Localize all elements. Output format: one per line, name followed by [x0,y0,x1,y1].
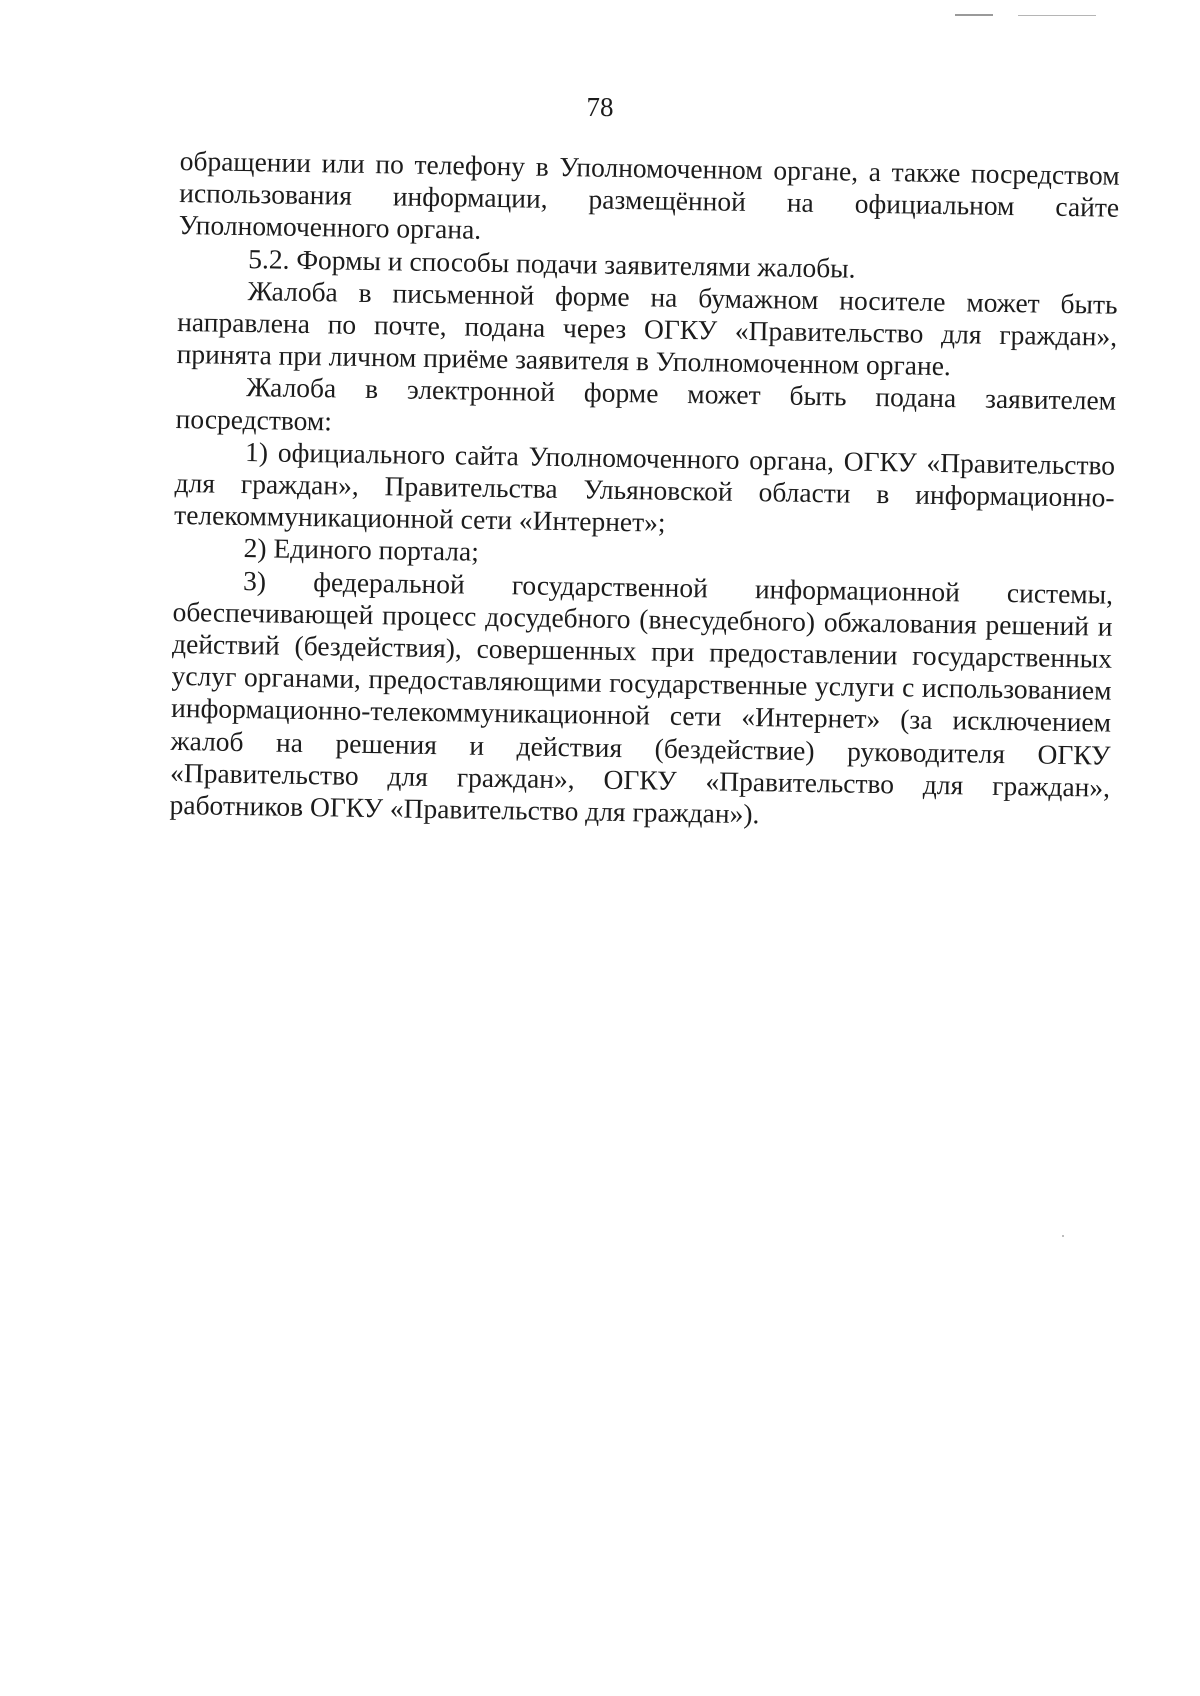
list-item-1: 1) официального сайта Уполномоченного органа, ОГКУ «Правительство для граждан», Правительства Ульяновской области в информационно-телекоммуникационной сети «Интернет»; [173,435,1116,538]
scan-artifact-mark [955,14,993,16]
scan-artifact-dot [1062,1235,1064,1237]
list-item-3: 3) федеральной государственной информационной системы, обеспечивающей процесс досудебного (внесудебного) обжалования решений и действий (бездействия), совершенных при предоставлении государственных услуг органами, предоставляющими государственные услуги с использованием информационно-телекоммуникационной сети «Интернет» (за исключением жалоб на решения и действия (бездействие) руководителя ОГКУ «Правительство для граждан», ОГКУ «Правительство для граждан», работников ОГКУ «Правительство для граждан»). [169,564,1114,830]
list-item-2: 2) Единого портала; [243,532,480,568]
document-body [169,145,1120,836]
scan-artifact-mark [1018,15,1096,16]
paragraph-continuation: обращении или по телефону в Уполномоченном органе, а также посредством использования информации, размещённой на официальном сайте Уполномоченного органа. [178,145,1120,246]
section-heading-5-2: 5.2. Формы и способы подачи заявителями жалобы. [247,242,856,284]
paragraph-electronic-complaint: Жалоба в электронной форме может быть подана заявителем посредством: [175,371,1117,437]
paragraph-paper-complaint: Жалоба в письменной форме на бумажном носителе может быть направлена по почте, подана через ОГКУ «Правительство для граждан», принята при личном приёме заявителя в Уполномоченном органе. [176,274,1118,382]
page-number: 78 [586,92,614,122]
